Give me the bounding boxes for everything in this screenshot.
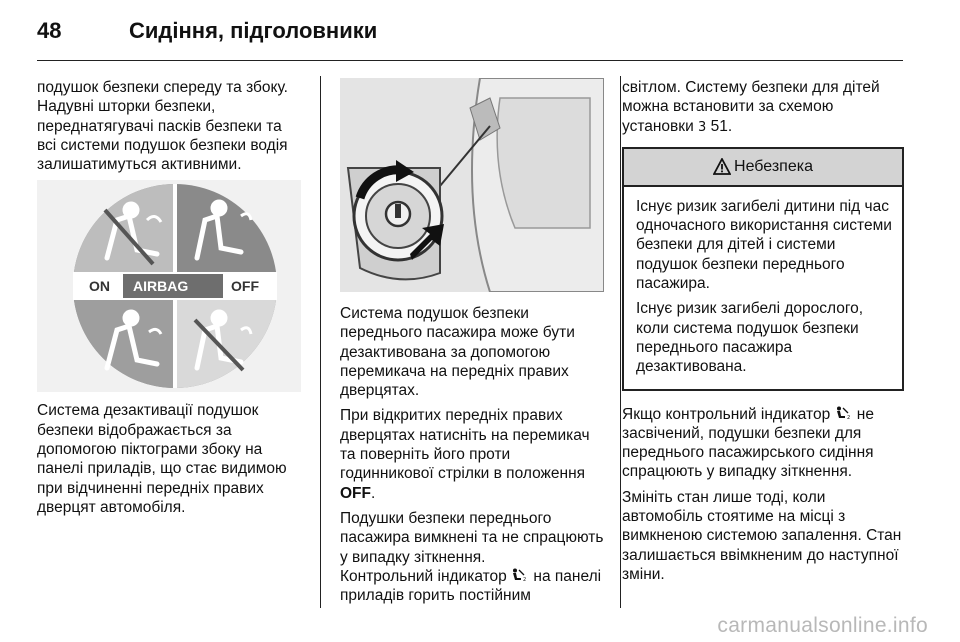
disabled-paragraph [340,509,606,605]
svg-text:2: 2 [846,414,850,420]
header-divider [37,60,903,61]
airbag-off-indicator-icon [835,406,853,420]
column-2 [340,78,606,611]
warning-title: Небезпека [734,158,813,176]
column-divider-1 [320,76,321,608]
indicator-off-text-before: Якщо контрольний індикатор [622,405,835,423]
svg-text:2: 2 [523,576,527,582]
indicator-off-text-after: не засвічений, подушки безпеки для переднього пасажирського сидіння спрацюють у випадку зіткнення. [622,405,874,481]
warning-child-risk: Існує ризик загибелі дитини під час одночасного використання системи безпеки для дітей і системи подушок безпеки переднього пасажира. [636,197,892,293]
child-seat-text: світлом. Систему безпеки для дітей можна встановити за схемою установки [622,79,880,135]
warning-header [624,149,902,187]
disabled-text: Подушки безпеки переднього пасажира вимкнені та не спрацюють у випадку зіткнення. [340,509,604,566]
indicator-text-after: на панелі приладів горить постійним [340,567,602,605]
deactivation-paragraph: Система подушок безпеки переднього пасажира може бути дезактивована за допомогою перемикача на передніх правих дверцятах. [340,305,575,400]
switch-instruction-text: При відкритих передніх правих дверцятах натисніть на перемикач та поверніть його проти годинникової стрілки в положення [340,407,590,483]
switch-instruction [340,406,606,502]
warning-adult-risk: Існує ризик загибелі дорослого, коли система подушок безпеки переднього пасажира дезактивована. [636,300,864,376]
door-switch-illustration [340,78,604,292]
watermark: carmanualsonline.info [717,614,928,637]
airbag-label-on: ON [89,278,110,295]
state-change-paragraph: Змініть стан лише тоді, коли автомобіль стоятиме на місці з вимкненою системою запалення. Стан залишається ввімкненим до наступної зміни. [622,488,902,583]
warning-body [624,187,902,389]
column-3 [622,78,904,590]
child-seat-paragraph [622,78,904,137]
off-keyword: OFF [340,484,371,502]
indicator-off-paragraph [622,405,904,482]
intro-paragraph: подушок безпеки спереду та збоку. Надувні шторки безпеки, переднатягувачі пасків безпеки та всі системи подушок безпеки водія залишатимуться активними. [37,79,288,174]
warning-triangle-icon [713,158,731,175]
column-1 [37,78,305,523]
airbag-label-off: OFF [231,278,259,295]
figure-caption: Система дезактивації подушок безпеки відображається за допомогою піктограми збоку на панелі приладів, що стає видимою при відчиненні передніх правих дверцят автомобіля. [37,402,287,516]
switch-instruction-end: . [371,484,376,502]
page-title: Сидіння, підголовники [129,18,378,43]
airbag-label-airbag: AIRBAG [133,278,189,295]
airbag-pictogram-figure [37,180,301,392]
page-reference-number[interactable]: 51. [706,117,733,135]
page-number: 48 [37,18,62,43]
indicator-text-before: Контрольний індикатор [340,567,512,585]
airbag-off-indicator-icon [511,568,529,582]
column-divider-2 [620,76,621,608]
page-reference-arrow-icon: 3 [698,119,707,135]
door-switch-figure [340,78,604,292]
page-header [37,18,377,48]
danger-warning-box [622,147,904,391]
